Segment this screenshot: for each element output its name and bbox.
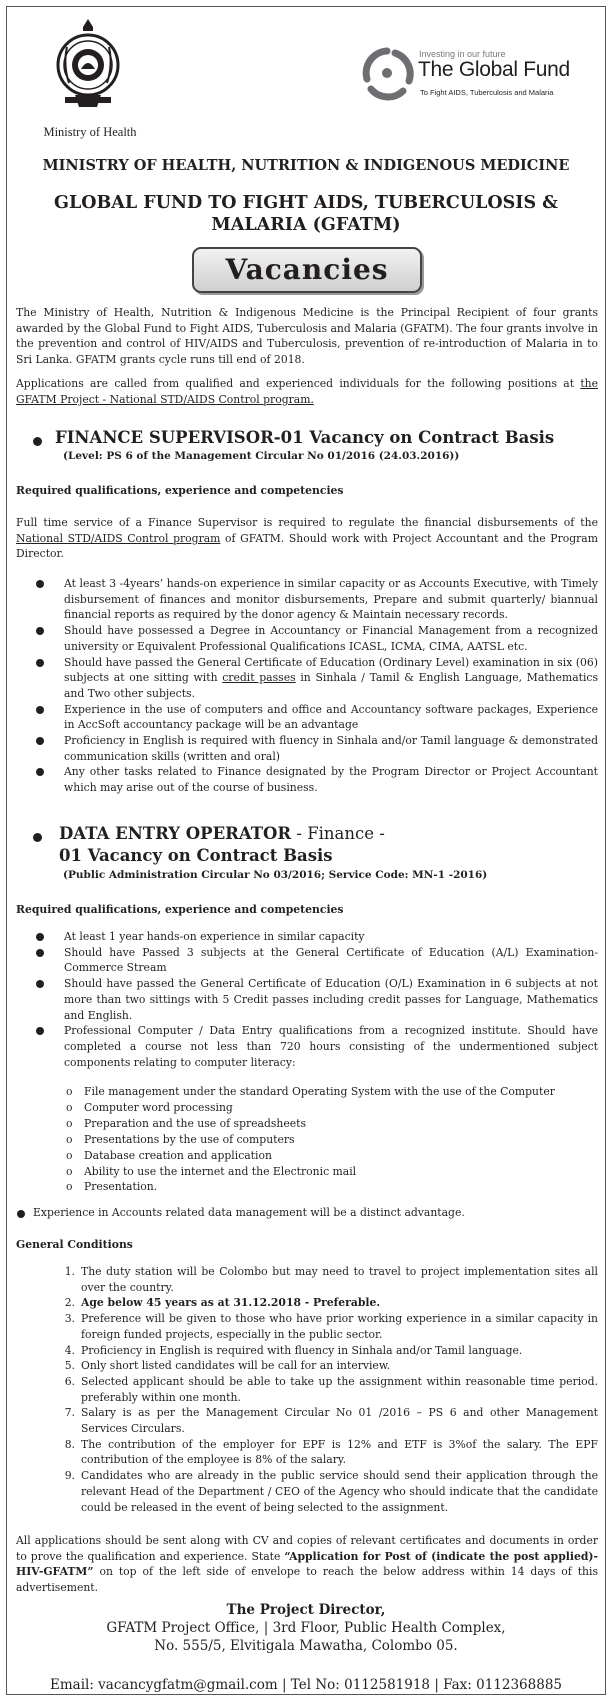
position1-title: FINANCE SUPERVISOR-01 Vacancy on Contract Basis bbox=[55, 428, 555, 447]
list-item: Proficiency in English is required with fluency in Sinhala and/or Tamil language & demonstrated communication skills (written and oral) bbox=[64, 734, 598, 763]
programme-title bbox=[47, 192, 565, 236]
list-item: o Database creation and application bbox=[84, 1148, 598, 1164]
vacancies-banner: Vacancies bbox=[192, 247, 422, 293]
list-item: Professional Computer / Data Entry qualifications from a recognized institute. Should have completed a course not less than 720 hours consisting of the undermentioned subject components relating to computer literacy: bbox=[64, 1024, 598, 1069]
general-conditions-heading: General Conditions bbox=[16, 1238, 133, 1251]
ministry-title: MINISTRY OF HEALTH, NUTRITION & INDIGENOUS MEDICINE bbox=[42, 157, 570, 174]
address-line: GFATM Project Office, | 3rd Floor, Public Health Complex, bbox=[106, 1620, 506, 1636]
position1-description bbox=[16, 515, 598, 562]
list-item bbox=[64, 1295, 598, 1311]
advertisement-frame bbox=[6, 6, 606, 1695]
item-number: 7. bbox=[64, 1406, 75, 1420]
item-number: 1. bbox=[64, 1265, 75, 1278]
address-block bbox=[7, 1601, 605, 1655]
list-item bbox=[64, 655, 598, 702]
item-text: Proficiency in English is required with fluency in Sinhala and/or Tamil language. bbox=[81, 1343, 523, 1357]
list-item bbox=[64, 1405, 598, 1436]
position2-title-line1 bbox=[59, 823, 385, 845]
item-text: The duty station will be Colombo but may need to travel to project implementation sites all over the country. bbox=[81, 1265, 598, 1294]
item-text: Candidates who are already in the public service should send their application through the relevant Head of the Department / CEO of the Agency who should indicate that the candidate could be released in the event of being selected to the assignment. bbox=[81, 1469, 598, 1514]
bullet-dot-icon bbox=[17, 1210, 25, 1218]
list-item: o Ability to use the internet and the Electronic mail bbox=[84, 1164, 598, 1180]
programme-title-line2: MALARIA (GFATM) bbox=[211, 215, 401, 235]
list-item bbox=[64, 1374, 598, 1405]
list-item: Any other tasks related to Finance designated by the Program Director or Project Accountant which may arise out of the course of business. bbox=[64, 765, 598, 795]
position2-title-dept: - Finance - bbox=[291, 824, 385, 843]
item-number: 5. bbox=[64, 1359, 75, 1373]
list-item bbox=[64, 1311, 598, 1342]
list-item: o Computer word processing bbox=[84, 1100, 598, 1116]
computer-literacy-list bbox=[84, 1084, 598, 1195]
position1-programme-link: National STD/AIDS Control program bbox=[16, 531, 221, 545]
address-line: No. 555/5, Elvitigala Mawatha, Colombo 05. bbox=[154, 1638, 458, 1654]
item-text: Selected applicant should be able to take up the assignment within reasonable time period. preferably within one month. bbox=[81, 1374, 598, 1404]
item-text: The contribution of the employer for EPF is 12% and ETF is 3%of the salary. The EPF contribution of the employee is 8% of the salary. bbox=[81, 1437, 598, 1467]
list-item: Should have passed the General Certificate of Education (O/L) Examination in 6 subjects at not more than two sittings with 5 Credit passes including credit passes for Language, Mathematics and English. bbox=[64, 977, 598, 1022]
closing-text-end: on top of the left side of envelope to reach the below address within 14 days of this advertisement. bbox=[16, 1565, 598, 1595]
list-item-text: Should have passed the General Certificate of Education (Ordinary Level) examination in six (06) subjects at one sitting with bbox=[64, 655, 598, 685]
ministry-caption: Ministry of Health bbox=[43, 125, 137, 139]
item-number: 4. bbox=[64, 1343, 75, 1357]
item-text: Preference will be given to those who have prior working experience in a similar capacity in foreign funded projects, especially in the public sector. bbox=[81, 1312, 598, 1341]
list-item: o Presentation. bbox=[84, 1179, 598, 1195]
position2-title bbox=[59, 823, 385, 867]
item-number: 6. bbox=[64, 1374, 75, 1388]
closing-paragraph bbox=[16, 1533, 598, 1596]
list-item: Should have possessed a Degree in Accountancy or Financial Management from a recognized university or Equivalent Professional Qualifications ICASL, ICMA, CIMA, AATSL etc. bbox=[64, 624, 598, 653]
position2-title-line2: 01 Vacancy on Contract Basis bbox=[59, 846, 333, 865]
call-paragraph bbox=[16, 376, 598, 407]
list-item bbox=[64, 1264, 598, 1295]
position2-requirements-heading: Required qualifications, experience and competencies bbox=[16, 903, 344, 916]
position2-requirements-list bbox=[64, 929, 598, 1070]
list-item: o Presentations by the use of computers bbox=[84, 1132, 598, 1148]
list-item: o Preparation and the use of spreadsheets bbox=[84, 1116, 598, 1132]
item-number: 9. bbox=[64, 1469, 75, 1483]
list-item: Experience in the use of computers and office and Accountancy software packages, Experience in AccSoft accountancy package will be an advantage bbox=[64, 702, 598, 732]
list-item-text-end: in Sinhala / Tamil & English Language, Mathematics and Two other subjects. bbox=[64, 671, 599, 700]
intro-paragraph: The Ministry of Health, Nutrition & Indigenous Medicine is the Principal Recipient of four grants awarded by the Global Fund to Fight AIDS, Tuberculosis and Malaria (GFATM). The four grants involve in the prevention and control of HIV/AIDS and Tuberculosis, prevention of re-introduction of Malaria in to Sri Lanka. GFATM grants cycle runs till end of 2018. bbox=[16, 306, 598, 367]
list-item: At least 1 year hands-on experience in similar capacity bbox=[64, 929, 598, 945]
general-conditions-list bbox=[64, 1264, 598, 1515]
item-number: 2. bbox=[64, 1296, 75, 1310]
global-fund-tagline: Investing in our future bbox=[419, 49, 506, 59]
item-text: Salary is as per the Management Circular No 01 /2016 – PS 6 and other Management Services Circulars. bbox=[81, 1406, 598, 1436]
position1-requirements-list bbox=[64, 576, 598, 796]
call-text: Applications are called from qualified and experienced individuals for the following positions at bbox=[16, 377, 581, 390]
item-number: 8. bbox=[64, 1437, 75, 1451]
credit-passes-link: credit passes bbox=[222, 671, 296, 685]
header bbox=[7, 7, 605, 147]
position1-desc-text: Full time service of a Finance Supervisor is required to regulate the financial disbursements of the bbox=[16, 516, 598, 529]
list-item: o File management under the standard Operating System with the use of the Computer bbox=[84, 1084, 598, 1100]
list-item bbox=[64, 1343, 598, 1359]
global-fund-subtitle: To Fight AIDS, Tuberculosis and Malaria bbox=[420, 88, 554, 97]
address-recipient: The Project Director, bbox=[226, 1602, 386, 1618]
position1-desc-text-end: of GFATM. Should work with Project Accountant and the Program Director. bbox=[16, 531, 598, 561]
programme-title-line1: GLOBAL FUND TO FIGHT AIDS, TUBERCULOSIS & bbox=[54, 193, 558, 213]
list-item: At least 3 -4years’ hands-on experience in similar capacity or as Accounts Executive, with Timely disbursement of finances and monitor disbursements, Prepare and submit quarterly/ biannual financial reports as required by the donor agency & Maintain necessary records. bbox=[64, 577, 598, 622]
position2-advantage: Experience in Accounts related data management will be a distinct advantage. bbox=[33, 1206, 465, 1219]
call-programme-link: the GFATM Project - National STD/AIDS Control program. bbox=[16, 377, 598, 406]
global-fund-logo-icon bbox=[357, 45, 417, 101]
list-item bbox=[64, 1468, 598, 1515]
list-item: Should have Passed 3 subjects at the General Certificate of Education (A/L) Examination-Commerce Stream bbox=[64, 945, 598, 975]
item-text: Age below 45 years as at 31.12.2018 - Preferable. bbox=[81, 1296, 381, 1310]
sri-lanka-emblem-icon bbox=[55, 17, 121, 113]
position1-requirements-heading: Required qualifications, experience and competencies bbox=[16, 484, 344, 497]
list-item bbox=[64, 1358, 598, 1374]
position2-title-main: DATA ENTRY OPERATOR bbox=[59, 824, 292, 843]
position2-circular: (Public Administration Circular No 03/2016; Service Code: MN-1 -2016) bbox=[63, 869, 488, 881]
bullet-dot-icon bbox=[33, 437, 42, 446]
list-item bbox=[64, 1437, 598, 1468]
item-number: 3. bbox=[64, 1312, 75, 1326]
closing-text: All applications should be sent along with CV and copies of relevant certificates and documents in order to prove the qualification and experience. State bbox=[16, 1534, 598, 1563]
global-fund-name: The Global Fund bbox=[418, 58, 570, 81]
contact-line: Email: vacancygfatm@gmail.com | Tel No: 0112581918 | Fax: 0112368885 bbox=[50, 1677, 562, 1693]
item-text: Only short listed candidates will be call for an interview. bbox=[81, 1359, 391, 1373]
position1-level: (Level: PS 6 of the Management Circular No 01/2016 (24.03.2016)) bbox=[63, 450, 460, 462]
bullet-dot-icon bbox=[33, 833, 42, 842]
closing-envelope-label: “Application for Post of (indicate the post applied)-HIV-GFATM” bbox=[16, 1549, 598, 1579]
